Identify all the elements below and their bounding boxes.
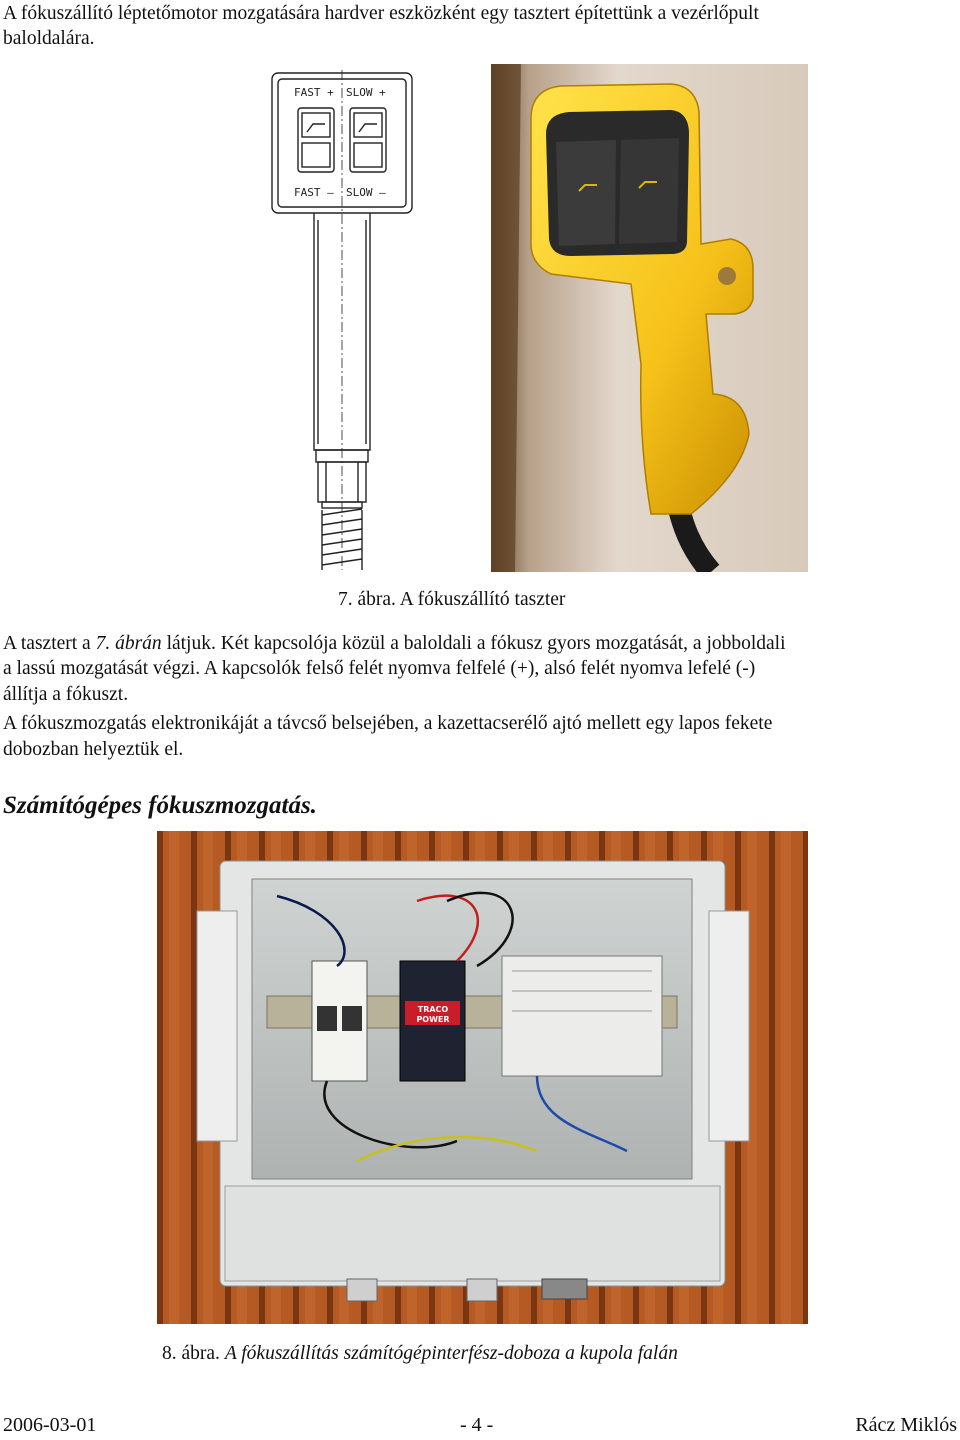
para2-line-1: A fókuszmozgatás elektronikáját a távcső belsejében, a kazettacserélő ajtó mellett egy lapos fekete <box>3 713 773 734</box>
para1-line-2: a lassú mozgatását végzi. A kapcsolók felső felét nyomva felfelé (+), alsó felét nyomva lefelé (-) <box>3 658 756 679</box>
figure8-caption <box>162 1343 678 1365</box>
label-slow-plus: SLOW + <box>346 86 386 99</box>
para1-line-1 <box>3 632 786 657</box>
footer-page-number: - 4 - <box>460 1414 494 1436</box>
label-fast-minus: FAST – <box>294 186 334 199</box>
footer-date: 2006-03-01 <box>3 1414 97 1436</box>
label-fast-plus: FAST + <box>294 86 334 99</box>
psu-brand-bottom: POWER <box>416 1015 450 1024</box>
para1-line-3: állítja a fókuszt. <box>3 684 129 705</box>
para2-line-2: dobozban helyeztük el. <box>3 739 184 760</box>
figure8-caption-text: A fókuszállítás számítógépinterfész-doboza a kupola falán <box>224 1343 678 1364</box>
footer-author: Rácz Miklós <box>855 1414 957 1436</box>
intro-line-1: A fókuszállító léptetőmotor mozgatására hardver eszközként egy tasztert építettünk a vezérlőpult <box>3 3 759 24</box>
para1-line-1b: látjuk. Két kapcsolója közül a baloldali a fókusz gyors mozgatását, a jobboldali <box>161 633 786 654</box>
interface-box-photo <box>157 831 808 1324</box>
para1-line-1a: A tasztert a <box>3 633 96 654</box>
taszter-photo <box>491 64 808 572</box>
section-heading: Számítógépes fókuszmozgatás. <box>3 792 317 819</box>
intro-line-2: baloldalára. <box>3 28 95 49</box>
figure8-caption-prefix: 8. ábra. <box>162 1343 225 1364</box>
psu-brand-top: TRACO <box>417 1005 449 1014</box>
figure7-reference: 7. ábrán <box>95 633 162 654</box>
figure7-caption: 7. ábra. A fókuszállító taszter <box>338 589 566 610</box>
label-slow-minus: SLOW – <box>346 186 386 199</box>
taszter-drawing <box>270 70 415 570</box>
